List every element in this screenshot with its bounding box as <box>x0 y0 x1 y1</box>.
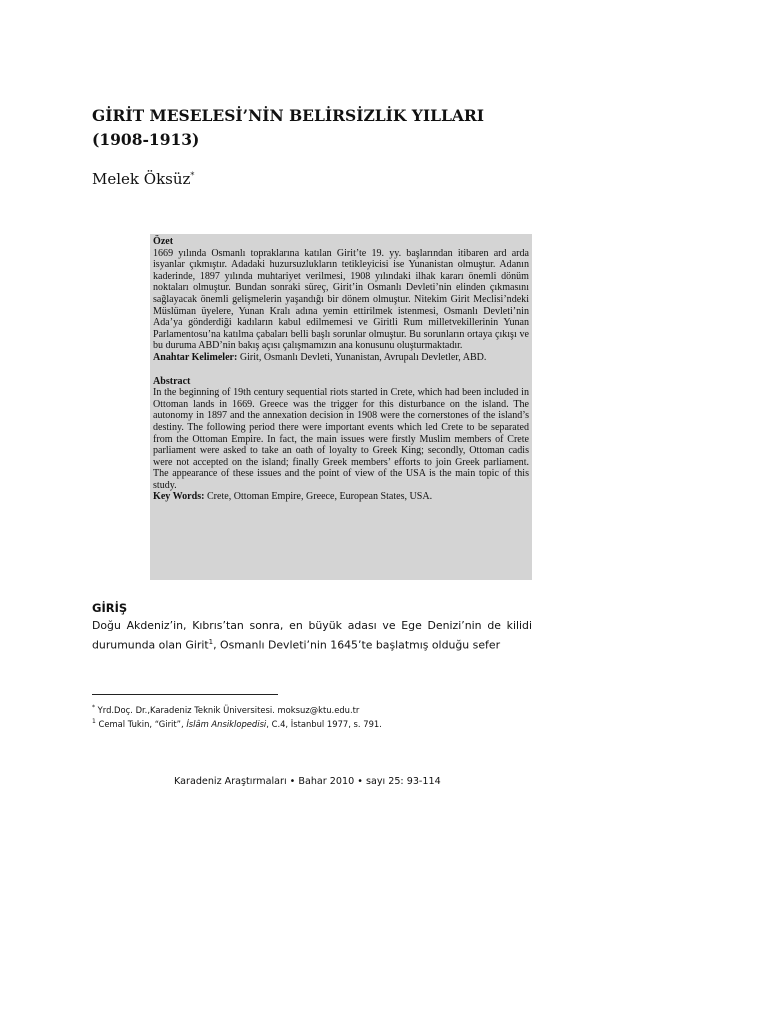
body-text-after: , Osmanlı Devleti’nin 1645’te başlatmış olduğu sefer <box>213 638 501 652</box>
footnote-1-text: Yrd.Doç. Dr.,Karadeniz Teknik Üniversitesi. moksuz@ktu.edu.tr <box>97 704 360 715</box>
author-footnote-mark: * <box>190 171 195 180</box>
footnote-1-mark: * <box>92 704 95 711</box>
footnote-2-italic: İslâm Ansiklopedisi <box>186 718 267 729</box>
ozet-keywords <box>153 352 529 364</box>
abstract-text: In the beginning of 19th century sequential riots started in Crete, which had been included in Ottoman lands in 1669. Greece was the trigger for this disturbance on the island. The autonomy in 1897 and the annexation decision in 1908 were the cornerstones of the island’s destiny. The following period there were important events which led Crete to be separated from the Ottoman Empire. In fact, the main issues were firstly Muslim members of Crete parliament were asked to take an oath of loyalty to Greek King; secondly, Ottoman cadis were not accepted on the island; finally Greek members’ efforts to join Greek parliament. The appearance of these issues and the point of view of the USA is the main topic of this study. <box>153 387 529 491</box>
footnote-2-before: Cemal Tukin, “Girit”, <box>98 718 187 729</box>
paper-title <box>92 104 552 152</box>
footnote-divider <box>92 694 278 695</box>
ozet-heading: Özet <box>153 236 174 247</box>
paper-title-line1: GİRİT MESELESİ’NİN BELİRSİZLİK YILLARI <box>92 106 485 125</box>
footnote-2 <box>92 716 552 730</box>
abstract-keywords-label: Key Words: <box>153 491 205 503</box>
ozet-keywords-value: Girit, Osmanlı Devleti, Yunanistan, Avrupalı Devletler, ABD. <box>239 351 487 363</box>
footnotes <box>92 702 552 730</box>
ozet-text: 1669 yılında Osmanlı topraklarına katılan Girit’te 19. yy. başlarından itibaren ard arda isyanlar çıkmıştır. Adadaki huzursuzlukların tetikleyicisi ise Yunanistan olmuştur. Adanın kaderinde, 1897 yılında muhtariyet verilmesi, 1908 yılındaki ilhak kararı önemli dönüm noktaları olmuştur. Bundan sonraki süreç, Girit’in Osmanlı Devleti’nin elinden çıkmasını sağlayacak önemli gelişmelerin yaşandığı bir dönem olmuştur. Nitekim Girit Meclisi’ndeki Müslüman üyelere, Yunan Kralı adına yemin ettirilmek istenmesi, Osmanlı Devleti’nin Ada’ya gönderdiği kadıların kabul edilmemesi ve Giritli Rum milletvekillerinin Yunan Parlamentosu’na katılma çabaları belli başlı sorunlar olmuştur. Bu sorunların ortaya çıkışı ve bu duruma ABD’nin bakış açısı çalışmamızın ana konusunu oluşturmaktadır. <box>153 247 529 352</box>
footnote-2-after: , C.4, İstanbul 1977, s. 791. <box>266 718 382 729</box>
footnote-2-mark: 1 <box>92 717 96 725</box>
abstract-keywords <box>153 491 529 503</box>
journal-footer: Karadeniz Araştırmaları • Bahar 2010 • sayı 25: 93-114 <box>174 776 441 787</box>
body-text-before: Doğu Akdeniz’in, Kıbrıs’tan sonra, en büyük adası ve Ege Denizi’nin de kilidi durumunda olan Girit <box>92 619 532 652</box>
paper-title-line2: (1908-1913) <box>92 130 200 149</box>
footnote-ref-1: 1 <box>208 638 214 646</box>
section-heading: GİRİŞ <box>92 601 128 615</box>
body-paragraph <box>92 617 532 654</box>
footnote-1 <box>92 702 552 716</box>
abstract-keywords-value: Crete, Ottoman Empire, Greece, European States, USA. <box>206 491 433 503</box>
ozet-keywords-label: Anahtar Kelimeler: <box>153 351 238 363</box>
author-line <box>92 170 194 188</box>
author-name: Melek Öksüz <box>92 170 191 188</box>
abstract-box <box>150 234 532 580</box>
abstract-heading: Abstract <box>153 375 191 387</box>
